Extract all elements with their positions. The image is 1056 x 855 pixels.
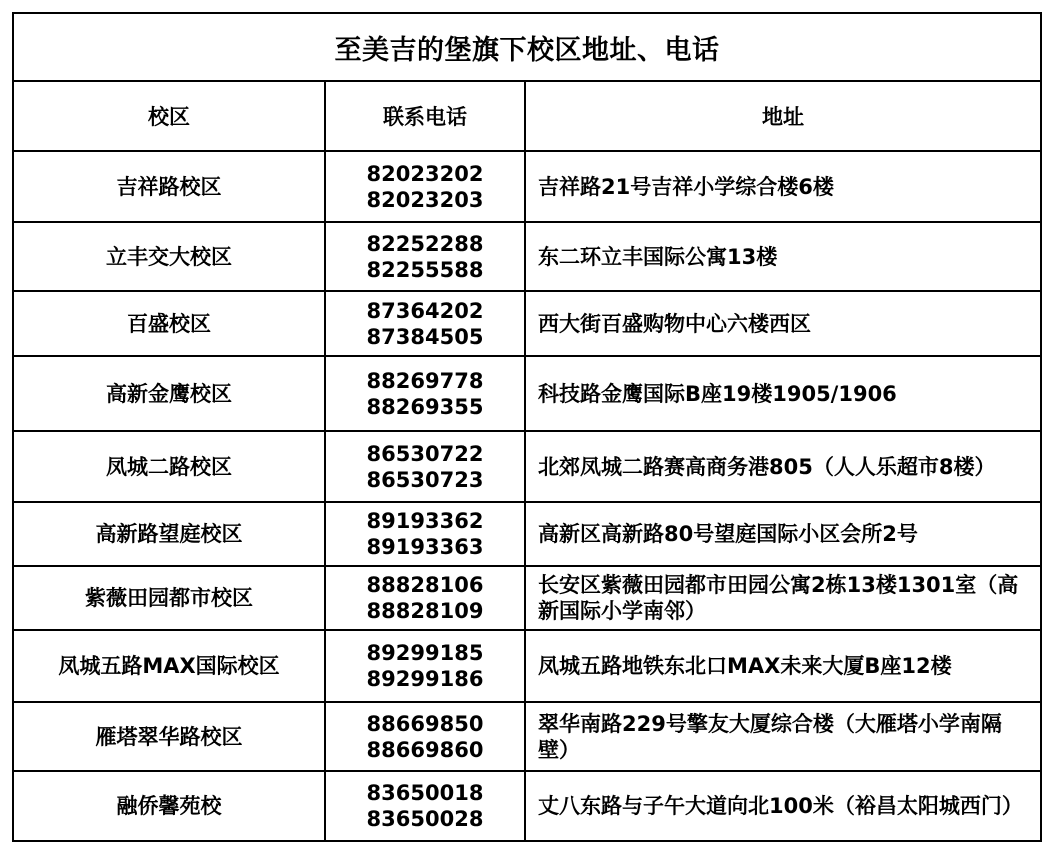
phone-cell <box>325 151 525 222</box>
phone-number: 87384505 <box>366 324 484 349</box>
phone-cell <box>325 702 525 771</box>
phone-number: 82255588 <box>366 257 484 282</box>
campus-name: 吉祥路校区 <box>13 151 325 222</box>
phone-number: 83650018 <box>366 781 484 805</box>
phone-cell <box>325 431 525 502</box>
phone-number: 89193362 <box>366 509 484 533</box>
phone-number: 89193363 <box>366 535 484 559</box>
header-phone: 联系电话 <box>325 81 525 151</box>
header-address: 地址 <box>525 81 1041 151</box>
table-title: 至美吉的堡旗下校区地址、电话 <box>13 13 1041 81</box>
phone-number: 86530723 <box>366 467 484 492</box>
title-row <box>13 13 1041 81</box>
phone-number: 82252288 <box>366 231 484 256</box>
table-row <box>13 566 1041 630</box>
table-row <box>13 702 1041 771</box>
campus-name: 凤城二路校区 <box>13 431 325 502</box>
header-campus: 校区 <box>13 81 325 151</box>
campus-name: 高新金鹰校区 <box>13 356 325 431</box>
table-row <box>13 630 1041 702</box>
campus-address: 吉祥路21号吉祥小学综合楼6楼 <box>525 151 1041 222</box>
campus-name: 雁塔翠华路校区 <box>13 702 325 771</box>
header-row <box>13 81 1041 151</box>
phone-number: 88669860 <box>366 737 484 762</box>
table-row <box>13 502 1041 566</box>
phone-number: 89299186 <box>366 667 484 691</box>
table-row <box>13 151 1041 222</box>
phone-cell <box>325 630 525 702</box>
campus-address: 西大街百盛购物中心六楼西区 <box>525 291 1041 356</box>
campus-directory-sheet <box>12 12 1040 840</box>
phone-cell <box>325 356 525 431</box>
phone-number: 88669850 <box>366 711 484 736</box>
campus-address: 长安区紫薇田园都市田园公寓2栋13楼1301室（高新国际小学南邻） <box>525 566 1041 630</box>
phone-number: 88828106 <box>366 573 484 597</box>
phone-cell <box>325 771 525 841</box>
campus-address: 东二环立丰国际公寓13楼 <box>525 222 1041 291</box>
phone-number: 83650028 <box>366 807 484 831</box>
phone-number: 82023203 <box>366 187 484 212</box>
campus-name: 融侨馨苑校 <box>13 771 325 841</box>
table-row <box>13 431 1041 502</box>
campus-name: 紫薇田园都市校区 <box>13 566 325 630</box>
campus-name: 高新路望庭校区 <box>13 502 325 566</box>
phone-number: 88269355 <box>366 394 484 419</box>
campus-table <box>12 12 1042 842</box>
phone-number: 88828109 <box>366 599 484 623</box>
table-row <box>13 771 1041 841</box>
phone-number: 86530722 <box>366 441 484 466</box>
phone-cell <box>325 502 525 566</box>
phone-cell <box>325 222 525 291</box>
campus-address: 凤城五路地铁东北口MAX未来大厦B座12楼 <box>525 630 1041 702</box>
table-row <box>13 356 1041 431</box>
campus-address: 翠华南路229号擎友大厦综合楼（大雁塔小学南隔壁） <box>525 702 1041 771</box>
phone-number: 88269778 <box>366 368 484 393</box>
campus-name: 凤城五路MAX国际校区 <box>13 630 325 702</box>
phone-cell <box>325 291 525 356</box>
phone-number: 87364202 <box>366 298 484 323</box>
campus-address: 丈八东路与子午大道向北100米（裕昌太阳城西门） <box>525 771 1041 841</box>
campus-name: 百盛校区 <box>13 291 325 356</box>
table-row <box>13 222 1041 291</box>
campus-address: 北郊凤城二路赛高商务港805（人人乐超市8楼） <box>525 431 1041 502</box>
campus-address: 高新区高新路80号望庭国际小区会所2号 <box>525 502 1041 566</box>
table-row <box>13 291 1041 356</box>
campus-address: 科技路金鹰国际B座19楼1905/1906 <box>525 356 1041 431</box>
campus-name: 立丰交大校区 <box>13 222 325 291</box>
phone-cell <box>325 566 525 630</box>
phone-number: 82023202 <box>366 161 484 186</box>
phone-number: 89299185 <box>366 641 484 665</box>
